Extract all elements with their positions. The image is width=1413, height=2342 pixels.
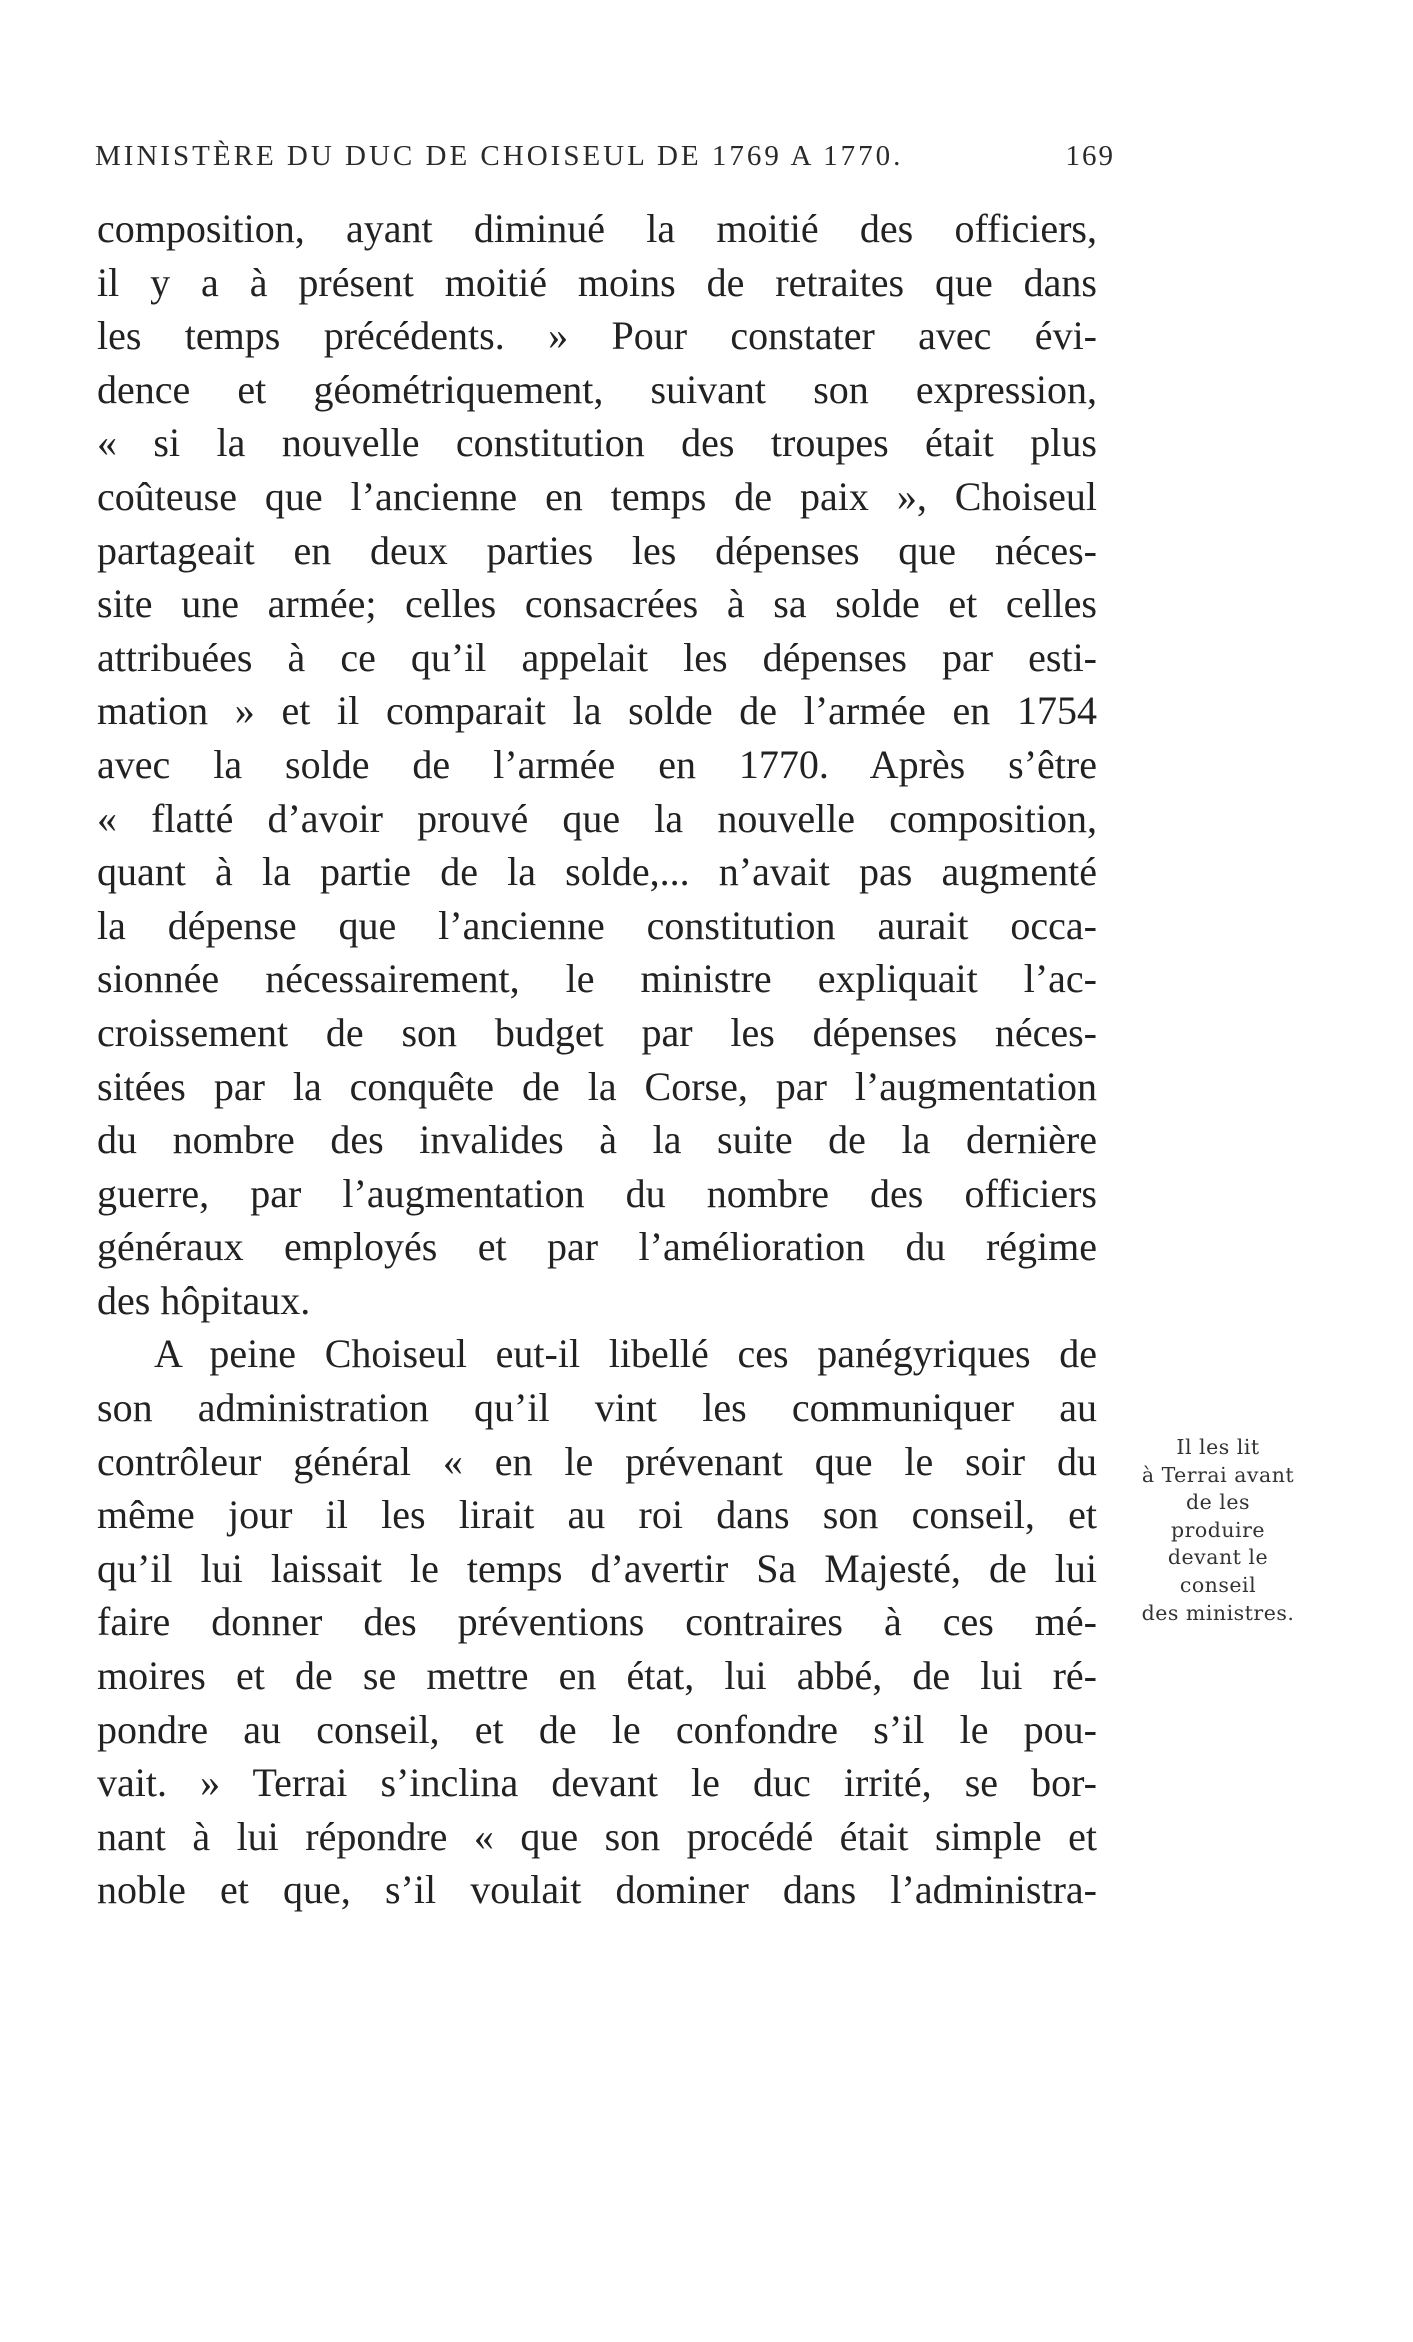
text-line: il y a à présent moitié moins de retraites que dans <box>97 259 1097 305</box>
text-line: quant à la partie de la solde,... n’avait pas augmenté <box>97 849 1097 895</box>
margin-note-line: de les <box>1186 1490 1250 1515</box>
text-line: croissement de son budget par les dépenses néces- <box>97 1009 1097 1055</box>
running-head-title: MINISTÈRE DU DUC DE CHOISEUL DE 1769 A 1770. <box>95 140 904 172</box>
text-line: site une armée; celles consacrées à sa solde et celles <box>97 581 1097 627</box>
text-line: faire donner des préventions contraires à ces mé- <box>97 1599 1097 1645</box>
text-line: vait. » Terrai s’inclina devant le duc irrité, se bor- <box>97 1760 1097 1806</box>
text-line: A peine Choiseul eut-il libellé ces panégyriques de <box>154 1331 1097 1377</box>
margin-note-line: à Terrai avant <box>1141 1462 1295 1487</box>
margin-note-line: Il les lit <box>1176 1435 1260 1459</box>
text-line: même jour il les lirait au roi dans son conseil, et <box>97 1492 1097 1538</box>
text-line: « flatté d’avoir prouvé que la nouvelle composition, <box>97 795 1097 841</box>
text-line: généraux employés et par l’amélioration du régime <box>97 1224 1097 1270</box>
text-line: du nombre des invalides à la suite de la dernière <box>97 1117 1097 1163</box>
margin-note-line: devant le <box>1167 1545 1269 1570</box>
text-line: « si la nouvelle constitution des troupes était plus <box>97 420 1097 466</box>
margin-note-line: produire <box>1170 1517 1266 1542</box>
text-line: sitées par la conquête de la Corse, par l’augmentation <box>97 1063 1097 1109</box>
text-line: nant à lui répondre « que son procédé était simple et <box>97 1813 1097 1859</box>
text-line: noble et que, s’il voulait dominer dans l’administra- <box>97 1867 1097 1913</box>
text-line: coûteuse que l’ancienne en temps de paix », Choiseul <box>97 473 1097 519</box>
text-line: mation » et il comparait la solde de l’armée en 1754 <box>97 688 1097 734</box>
margin-note <box>1118 1434 1318 1627</box>
text-line: la dépense que l’ancienne constitution aurait occa- <box>97 902 1097 948</box>
page-number: 169 <box>1065 140 1115 172</box>
text-line: sionnée nécessairement, le ministre expliquait l’ac- <box>97 956 1097 1002</box>
margin-note-line: conseil <box>1179 1572 1257 1597</box>
text-line: composition, ayant diminué la moitié des officiers, <box>97 206 1097 251</box>
body-text <box>97 202 1097 1917</box>
text-line: dence et géométriquement, suivant son expression, <box>97 366 1097 412</box>
text-line: pondre au conseil, et de le confondre s’il le pou- <box>97 1706 1097 1752</box>
text-line: guerre, par l’augmentation du nombre des officiers <box>97 1170 1097 1216</box>
margin-note-line: des ministres. <box>1141 1600 1295 1625</box>
text-line: moires et de se mettre en état, lui abbé, de lui ré- <box>97 1653 1097 1699</box>
text-line: son administration qu’il vint les communiquer au <box>97 1385 1097 1431</box>
text-line: partageait en deux parties les dépenses que néces- <box>97 527 1097 573</box>
text-line: les temps précédents. » Pour constater avec évi- <box>97 313 1097 359</box>
text-line: qu’il lui laissait le temps d’avertir Sa Majesté, de lui <box>97 1545 1097 1591</box>
text-line: contrôleur général « en le prévenant que le soir du <box>97 1438 1097 1484</box>
text-line: des hôpitaux. <box>97 1277 311 1323</box>
text-line: avec la solde de l’armée en 1770. Après s’être <box>97 741 1097 787</box>
running-head <box>95 140 1115 180</box>
text-line: attribuées à ce qu’il appelait les dépenses par esti- <box>97 634 1097 680</box>
